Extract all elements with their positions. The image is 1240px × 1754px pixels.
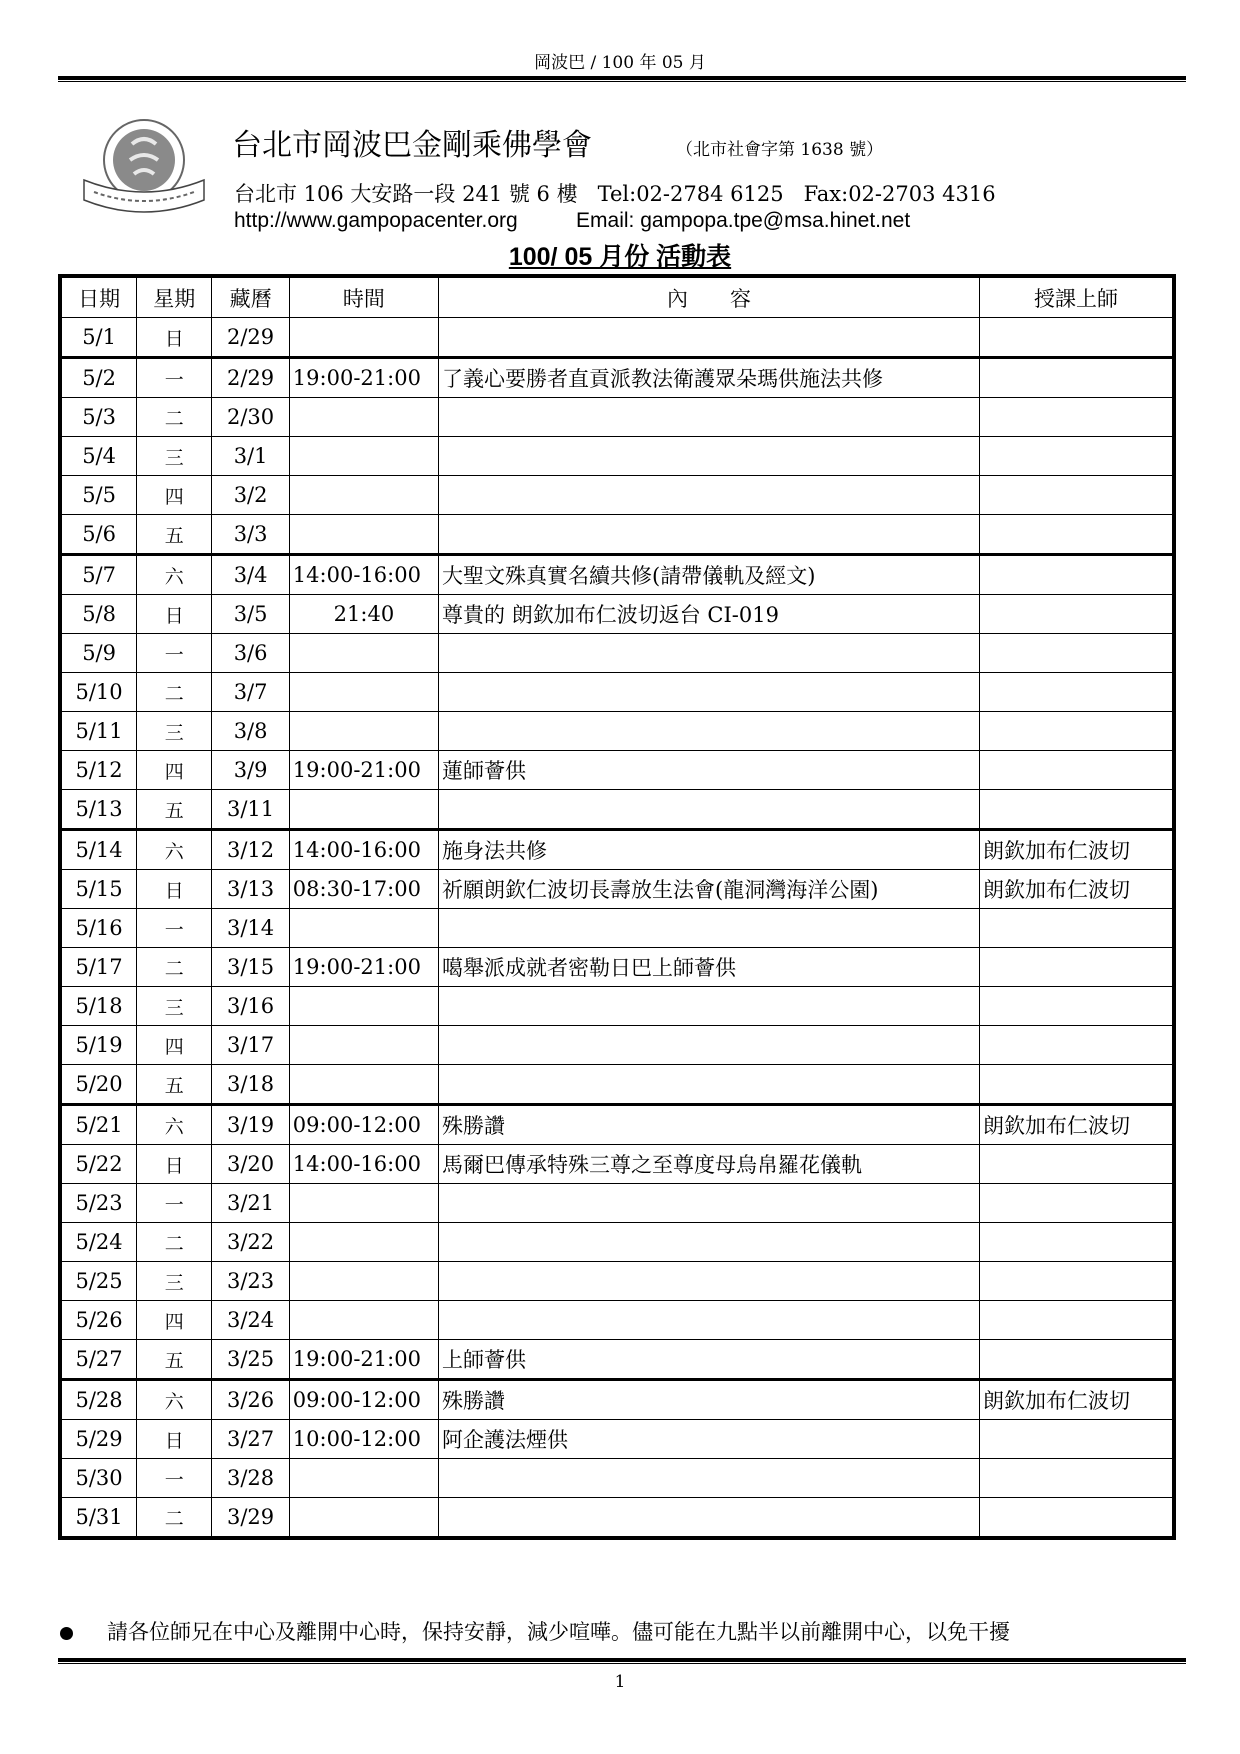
cell-date: 5/17 bbox=[62, 948, 137, 987]
cell-weekday: 日 bbox=[137, 318, 212, 358]
contact-line bbox=[234, 209, 910, 233]
cell-weekday: 日 bbox=[137, 1145, 212, 1184]
cell-weekday: 日 bbox=[137, 870, 212, 909]
cell-time bbox=[289, 1065, 438, 1105]
cell-tibetan-date: 3/6 bbox=[212, 634, 289, 673]
cell-tibetan-date: 3/26 bbox=[212, 1380, 289, 1420]
cell-date: 5/7 bbox=[62, 555, 137, 595]
cell-content bbox=[439, 437, 980, 476]
website-link[interactable]: http://www.gampopacenter.org bbox=[234, 209, 518, 232]
cell-date: 5/2 bbox=[62, 358, 137, 398]
cell-content bbox=[439, 398, 980, 437]
cell-content: 殊勝讚 bbox=[439, 1105, 980, 1145]
cell-content bbox=[439, 1184, 980, 1223]
col-header-tibetan-calendar: 藏曆 bbox=[212, 278, 289, 318]
cell-weekday: 六 bbox=[137, 830, 212, 870]
table-row bbox=[62, 318, 1173, 358]
cell-tibetan-date: 3/17 bbox=[212, 1026, 289, 1065]
cell-weekday: 六 bbox=[137, 1380, 212, 1420]
cell-weekday: 五 bbox=[137, 1340, 212, 1380]
cell-time bbox=[289, 437, 438, 476]
table-row bbox=[62, 398, 1173, 437]
org-name: 台北市岡波巴金剛乘佛學會 bbox=[232, 128, 592, 163]
col-header-time: 時間 bbox=[289, 278, 438, 318]
cell-tibetan-date: 3/9 bbox=[212, 751, 289, 790]
cell-date: 5/31 bbox=[62, 1498, 137, 1537]
cell-teacher bbox=[979, 358, 1172, 398]
cell-content bbox=[439, 1026, 980, 1065]
cell-content bbox=[439, 1262, 980, 1301]
cell-tibetan-date: 3/18 bbox=[212, 1065, 289, 1105]
cell-tibetan-date: 3/12 bbox=[212, 830, 289, 870]
cell-date: 5/10 bbox=[62, 673, 137, 712]
cell-tibetan-date: 3/5 bbox=[212, 595, 289, 634]
cell-content: 大聖文殊真實名續共修(請帶儀軌及經文) bbox=[439, 555, 980, 595]
cell-weekday: 二 bbox=[137, 1223, 212, 1262]
cell-content: 阿企護法煙供 bbox=[439, 1420, 980, 1459]
cell-time: 14:00-16:00 bbox=[289, 555, 438, 595]
cell-time bbox=[289, 1262, 438, 1301]
cell-weekday: 四 bbox=[137, 751, 212, 790]
cell-content bbox=[439, 515, 980, 555]
cell-content bbox=[439, 1301, 980, 1340]
table-row bbox=[62, 790, 1173, 830]
footer-rule bbox=[58, 1658, 1186, 1664]
table-row bbox=[62, 1498, 1173, 1537]
cell-tibetan-date: 3/29 bbox=[212, 1498, 289, 1537]
cell-teacher bbox=[979, 398, 1172, 437]
cell-weekday: 三 bbox=[137, 437, 212, 476]
cell-date: 5/20 bbox=[62, 1065, 137, 1105]
table-row bbox=[62, 751, 1173, 790]
cell-content: 尊貴的 朗欽加布仁波切返台 CI-019 bbox=[439, 595, 980, 634]
table-row bbox=[62, 1262, 1173, 1301]
cell-date: 5/30 bbox=[62, 1459, 137, 1498]
cell-tibetan-date: 3/15 bbox=[212, 948, 289, 987]
cell-time: 09:00-12:00 bbox=[289, 1380, 438, 1420]
schedule-title: 100/ 05 月份 活動表 bbox=[508, 243, 732, 271]
cell-weekday: 五 bbox=[137, 1065, 212, 1105]
table-row bbox=[62, 555, 1173, 595]
cell-teacher: 朗欽加布仁波切 bbox=[979, 870, 1172, 909]
cell-date: 5/1 bbox=[62, 318, 137, 358]
cell-content: 上師薈供 bbox=[439, 1340, 980, 1380]
cell-time bbox=[289, 634, 438, 673]
cell-date: 5/8 bbox=[62, 595, 137, 634]
cell-time: 10:00-12:00 bbox=[289, 1420, 438, 1459]
cell-teacher: 朗欽加布仁波切 bbox=[979, 1105, 1172, 1145]
table-row bbox=[62, 1420, 1173, 1459]
cell-date: 5/25 bbox=[62, 1262, 137, 1301]
page-number: 1 bbox=[614, 1672, 626, 1692]
cell-teacher bbox=[979, 948, 1172, 987]
cell-tibetan-date: 3/14 bbox=[212, 909, 289, 948]
table-row bbox=[62, 712, 1173, 751]
cell-content bbox=[439, 790, 980, 830]
cell-teacher bbox=[979, 476, 1172, 515]
table-row bbox=[62, 948, 1173, 987]
cell-content bbox=[439, 1065, 980, 1105]
cell-weekday: 一 bbox=[137, 1184, 212, 1223]
cell-teacher bbox=[979, 712, 1172, 751]
cell-date: 5/21 bbox=[62, 1105, 137, 1145]
table-row bbox=[62, 1380, 1173, 1420]
cell-weekday: 五 bbox=[137, 790, 212, 830]
cell-content bbox=[439, 673, 980, 712]
cell-teacher bbox=[979, 909, 1172, 948]
cell-tibetan-date: 3/16 bbox=[212, 987, 289, 1026]
cell-tibetan-date: 3/8 bbox=[212, 712, 289, 751]
cell-weekday: 一 bbox=[137, 358, 212, 398]
cell-weekday: 四 bbox=[137, 1301, 212, 1340]
cell-content bbox=[439, 1223, 980, 1262]
cell-teacher bbox=[979, 1145, 1172, 1184]
cell-teacher bbox=[979, 515, 1172, 555]
cell-tibetan-date: 3/13 bbox=[212, 870, 289, 909]
cell-tibetan-date: 2/29 bbox=[212, 318, 289, 358]
cell-tibetan-date: 3/20 bbox=[212, 1145, 289, 1184]
cell-time bbox=[289, 1184, 438, 1223]
table-row bbox=[62, 673, 1173, 712]
cell-tibetan-date: 3/11 bbox=[212, 790, 289, 830]
cell-time: 19:00-21:00 bbox=[289, 948, 438, 987]
cell-weekday: 三 bbox=[137, 987, 212, 1026]
cell-teacher bbox=[979, 634, 1172, 673]
table-row bbox=[62, 634, 1173, 673]
cell-teacher bbox=[979, 1459, 1172, 1498]
cell-tibetan-date: 3/4 bbox=[212, 555, 289, 595]
cell-time bbox=[289, 1026, 438, 1065]
table-row bbox=[62, 1145, 1173, 1184]
cell-weekday: 二 bbox=[137, 1498, 212, 1537]
cell-weekday: 一 bbox=[137, 909, 212, 948]
cell-teacher bbox=[979, 318, 1172, 358]
cell-teacher bbox=[979, 595, 1172, 634]
cell-tibetan-date: 3/19 bbox=[212, 1105, 289, 1145]
cell-date: 5/4 bbox=[62, 437, 137, 476]
cell-teacher bbox=[979, 1340, 1172, 1380]
cell-time: 09:00-12:00 bbox=[289, 1105, 438, 1145]
cell-teacher: 朗欽加布仁波切 bbox=[979, 830, 1172, 870]
organization-logo bbox=[78, 108, 210, 226]
cell-time bbox=[289, 673, 438, 712]
cell-content: 馬爾巴傳承特殊三尊之至尊度母烏帛羅花儀軌 bbox=[439, 1145, 980, 1184]
cell-weekday: 日 bbox=[137, 595, 212, 634]
cell-time bbox=[289, 1223, 438, 1262]
table-row bbox=[62, 830, 1173, 870]
cell-date: 5/23 bbox=[62, 1184, 137, 1223]
cell-teacher bbox=[979, 1420, 1172, 1459]
table-row bbox=[62, 1340, 1173, 1380]
cell-content bbox=[439, 909, 980, 948]
cell-date: 5/5 bbox=[62, 476, 137, 515]
cell-content bbox=[439, 1498, 980, 1537]
cell-teacher bbox=[979, 1498, 1172, 1537]
cell-weekday: 日 bbox=[137, 1420, 212, 1459]
cell-content bbox=[439, 634, 980, 673]
cell-tibetan-date: 3/24 bbox=[212, 1301, 289, 1340]
cell-time bbox=[289, 398, 438, 437]
cell-weekday: 四 bbox=[137, 476, 212, 515]
col-header-teacher: 授課上師 bbox=[979, 278, 1172, 318]
cell-tibetan-date: 2/29 bbox=[212, 358, 289, 398]
cell-time: 14:00-16:00 bbox=[289, 830, 438, 870]
footer-note-text: 請各位師兄在中心及離開中心時，保持安靜，減少喧嘩。儘可能在九點半以前離開中心，以免干擾 bbox=[107, 1620, 1010, 1644]
cell-content bbox=[439, 318, 980, 358]
cell-tibetan-date: 3/23 bbox=[212, 1262, 289, 1301]
cell-time bbox=[289, 712, 438, 751]
cell-time bbox=[289, 1498, 438, 1537]
cell-date: 5/11 bbox=[62, 712, 137, 751]
email-address[interactable]: Email: gampopa.tpe@msa.hinet.net bbox=[576, 209, 911, 232]
cell-date: 5/22 bbox=[62, 1145, 137, 1184]
cell-teacher bbox=[979, 437, 1172, 476]
cell-weekday: 二 bbox=[137, 948, 212, 987]
cell-teacher bbox=[979, 555, 1172, 595]
cell-date: 5/9 bbox=[62, 634, 137, 673]
table-row bbox=[62, 1105, 1173, 1145]
cell-date: 5/3 bbox=[62, 398, 137, 437]
table-row bbox=[62, 1301, 1173, 1340]
cell-date: 5/6 bbox=[62, 515, 137, 555]
cell-date: 5/13 bbox=[62, 790, 137, 830]
cell-time bbox=[289, 515, 438, 555]
cell-time: 21:40 bbox=[289, 595, 438, 634]
table-row bbox=[62, 1459, 1173, 1498]
cell-date: 5/19 bbox=[62, 1026, 137, 1065]
cell-time bbox=[289, 987, 438, 1026]
cell-teacher: 朗欽加布仁波切 bbox=[979, 1380, 1172, 1420]
cell-time bbox=[289, 790, 438, 830]
cell-tibetan-date: 3/25 bbox=[212, 1340, 289, 1380]
footer-note bbox=[60, 1616, 1190, 1646]
cell-date: 5/24 bbox=[62, 1223, 137, 1262]
col-header-content: 內 容 bbox=[439, 278, 980, 318]
table-row bbox=[62, 476, 1173, 515]
registration-number: （北市社會字第 1638 號） bbox=[676, 140, 884, 160]
cell-time: 08:30-17:00 bbox=[289, 870, 438, 909]
cell-teacher bbox=[979, 751, 1172, 790]
table-row bbox=[62, 909, 1173, 948]
cell-tibetan-date: 3/28 bbox=[212, 1459, 289, 1498]
table-row bbox=[62, 1026, 1173, 1065]
cell-tibetan-date: 2/30 bbox=[212, 398, 289, 437]
cell-date: 5/18 bbox=[62, 987, 137, 1026]
table-row bbox=[62, 515, 1173, 555]
cell-weekday: 一 bbox=[137, 1459, 212, 1498]
cell-teacher bbox=[979, 1184, 1172, 1223]
cell-teacher bbox=[979, 1262, 1172, 1301]
cell-weekday: 三 bbox=[137, 712, 212, 751]
cell-weekday: 六 bbox=[137, 1105, 212, 1145]
cell-time: 19:00-21:00 bbox=[289, 358, 438, 398]
cell-tibetan-date: 3/21 bbox=[212, 1184, 289, 1223]
cell-tibetan-date: 3/27 bbox=[212, 1420, 289, 1459]
cell-date: 5/14 bbox=[62, 830, 137, 870]
cell-content: 蓮師薈供 bbox=[439, 751, 980, 790]
table-row bbox=[62, 987, 1173, 1026]
cell-teacher bbox=[979, 790, 1172, 830]
table-row bbox=[62, 1223, 1173, 1262]
table-header-row bbox=[62, 278, 1173, 318]
cell-date: 5/26 bbox=[62, 1301, 137, 1340]
cell-content bbox=[439, 712, 980, 751]
table-row bbox=[62, 1065, 1173, 1105]
cell-date: 5/15 bbox=[62, 870, 137, 909]
table-row bbox=[62, 595, 1173, 634]
cell-content: 噶舉派成就者密勒日巴上師薈供 bbox=[439, 948, 980, 987]
cell-content: 殊勝讚 bbox=[439, 1380, 980, 1420]
cell-tibetan-date: 3/7 bbox=[212, 673, 289, 712]
cell-time bbox=[289, 1459, 438, 1498]
table-row bbox=[62, 1184, 1173, 1223]
cell-content: 祈願朗欽仁波切長壽放生法會(龍洞灣海洋公園) bbox=[439, 870, 980, 909]
cell-date: 5/16 bbox=[62, 909, 137, 948]
cell-weekday: 二 bbox=[137, 673, 212, 712]
cell-date: 5/28 bbox=[62, 1380, 137, 1420]
header-rule bbox=[58, 76, 1186, 82]
col-header-weekday: 星期 bbox=[137, 278, 212, 318]
cell-time: 19:00-21:00 bbox=[289, 1340, 438, 1380]
address-phone-fax: 台北市 106 大安路一段 241 號 6 樓 Tel:02-2784 6125 Fax:02-2703 4316 bbox=[234, 182, 996, 206]
cell-time bbox=[289, 909, 438, 948]
cell-content bbox=[439, 987, 980, 1026]
cell-weekday: 五 bbox=[137, 515, 212, 555]
table-row bbox=[62, 437, 1173, 476]
cell-tibetan-date: 3/22 bbox=[212, 1223, 289, 1262]
cell-weekday: 一 bbox=[137, 634, 212, 673]
cell-time bbox=[289, 476, 438, 515]
table-row bbox=[62, 870, 1173, 909]
cell-tibetan-date: 3/2 bbox=[212, 476, 289, 515]
schedule-table bbox=[61, 277, 1173, 1537]
cell-time: 19:00-21:00 bbox=[289, 751, 438, 790]
cell-teacher bbox=[979, 1065, 1172, 1105]
cell-time bbox=[289, 1301, 438, 1340]
cell-teacher bbox=[979, 1301, 1172, 1340]
cell-teacher bbox=[979, 987, 1172, 1026]
bullet-icon bbox=[60, 1627, 73, 1640]
cell-weekday: 六 bbox=[137, 555, 212, 595]
cell-weekday: 二 bbox=[137, 398, 212, 437]
cell-date: 5/12 bbox=[62, 751, 137, 790]
cell-weekday: 三 bbox=[137, 1262, 212, 1301]
cell-content: 了義心要勝者直貢派教法衛護眾朵瑪供施法共修 bbox=[439, 358, 980, 398]
cell-teacher bbox=[979, 673, 1172, 712]
schedule-table-frame bbox=[58, 274, 1176, 1540]
cell-date: 5/27 bbox=[62, 1340, 137, 1380]
cell-teacher bbox=[979, 1223, 1172, 1262]
cell-tibetan-date: 3/3 bbox=[212, 515, 289, 555]
cell-content bbox=[439, 1459, 980, 1498]
cell-content: 施身法共修 bbox=[439, 830, 980, 870]
cell-tibetan-date: 3/1 bbox=[212, 437, 289, 476]
cell-date: 5/29 bbox=[62, 1420, 137, 1459]
cell-content bbox=[439, 476, 980, 515]
running-header: 岡波巴 / 100 年 05 月 bbox=[534, 53, 706, 73]
cell-time: 14:00-16:00 bbox=[289, 1145, 438, 1184]
table-row bbox=[62, 358, 1173, 398]
col-header-date: 日期 bbox=[62, 278, 137, 318]
cell-weekday: 四 bbox=[137, 1026, 212, 1065]
cell-time bbox=[289, 318, 438, 358]
cell-teacher bbox=[979, 1026, 1172, 1065]
